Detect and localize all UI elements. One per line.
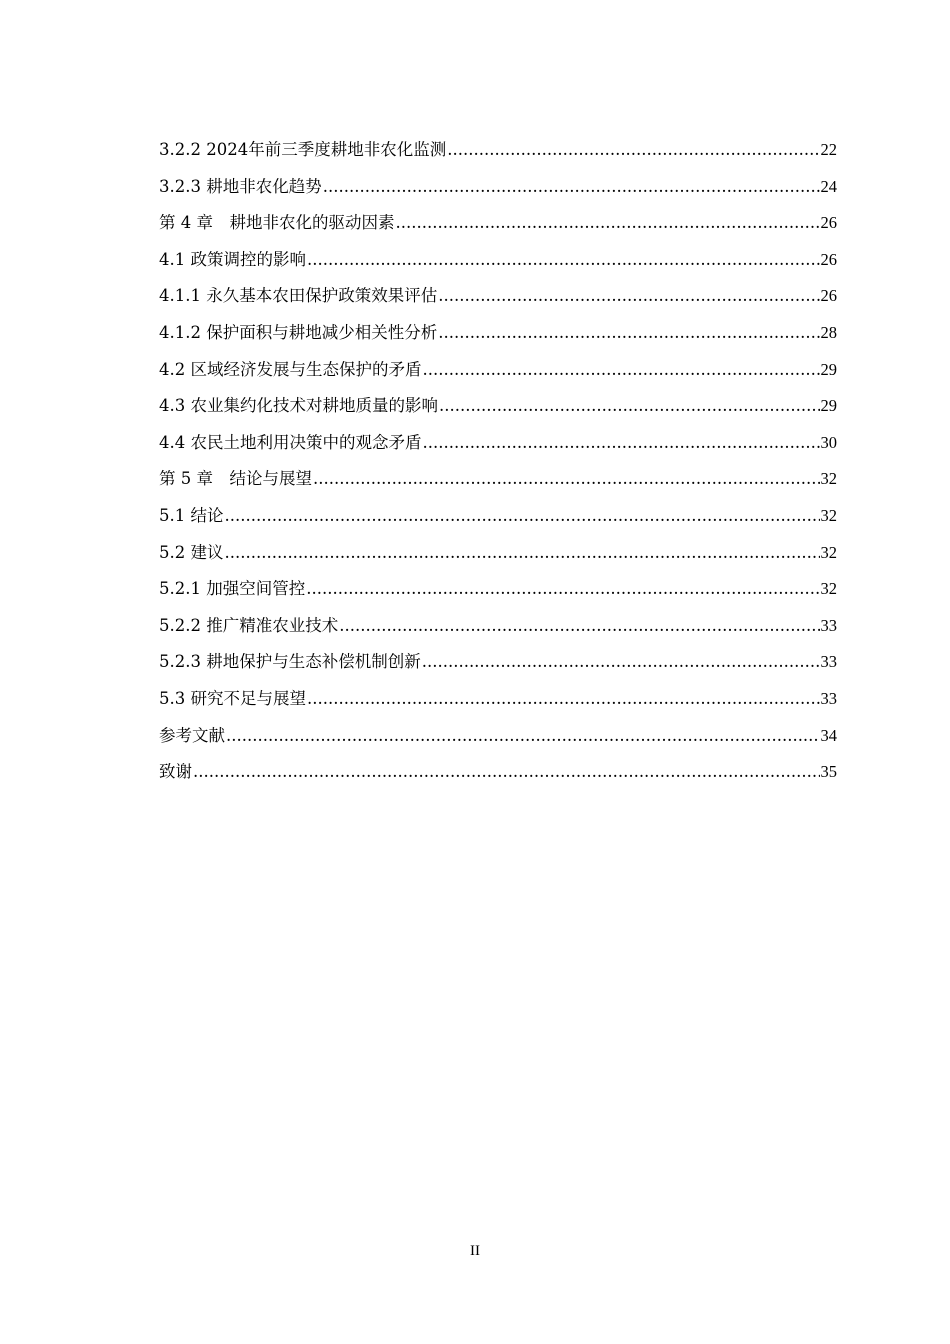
toc-entry-page: 29: [820, 359, 837, 379]
toc-leader: [396, 209, 820, 237]
toc-entry-page: 26: [820, 249, 837, 269]
toc-entry-page: 28: [820, 322, 837, 342]
toc-leader: [193, 758, 820, 786]
toc-entry[interactable]: [159, 465, 837, 502]
toc-entry-title: 3.2.3 耕地非农化趋势: [159, 176, 322, 196]
toc-entry[interactable]: [159, 246, 837, 283]
toc-leader: [307, 685, 820, 713]
table-of-contents: [159, 136, 837, 795]
toc-entry[interactable]: [159, 502, 837, 539]
toc-entry-title: 5.3 研究不足与展望: [159, 688, 306, 708]
toc-entry-page: 22: [820, 140, 837, 159]
toc-entry-title: 5.1 结论: [159, 505, 224, 525]
toc-entry[interactable]: [159, 319, 837, 356]
toc-leader: [226, 722, 820, 750]
toc-leader: [313, 465, 820, 493]
toc-leader: [438, 282, 819, 310]
toc-entry-title: 4.1 政策调控的影响: [159, 249, 306, 269]
toc-entry[interactable]: [159, 209, 837, 246]
toc-entry-page: 32: [820, 579, 837, 599]
toc-leader: [423, 429, 820, 457]
page-number: II: [470, 1243, 480, 1259]
toc-entry-page: 33: [820, 615, 837, 635]
toc-leader: [439, 392, 820, 420]
toc-leader: [225, 502, 820, 530]
toc-entry-title: 4.1.1 永久基本农田保护政策效果评估: [159, 286, 438, 306]
toc-entry[interactable]: [159, 539, 837, 576]
toc-entry-title: 5.2.2 推广精准农业技术: [159, 615, 339, 635]
toc-entry[interactable]: [159, 392, 837, 429]
toc-entry-title: 4.4 农民土地利用决策中的观念矛盾: [159, 432, 422, 452]
toc-entry-page: 24: [820, 176, 837, 196]
toc-entry[interactable]: [159, 758, 837, 795]
toc-entry-title: 4.1.2 保护面积与耕地减少相关性分析: [159, 322, 438, 342]
toc-entry-page: 35: [820, 762, 837, 782]
toc-entry-page: 32: [820, 542, 837, 562]
toc-entry[interactable]: [159, 136, 837, 173]
toc-entry-title: 5.2.3 耕地保护与生态补偿机制创新: [159, 652, 421, 672]
toc-entry[interactable]: [159, 685, 837, 722]
toc-leader: [323, 173, 820, 201]
toc-entry-title: 4.3 农业集约化技术对耕地质量的影响: [159, 396, 438, 416]
toc-entry-page: 26: [820, 286, 837, 306]
toc-entry-title: 第 4 章 耕地非农化的驱动因素: [159, 213, 395, 233]
toc-entry[interactable]: [159, 429, 837, 466]
toc-entry[interactable]: [159, 648, 837, 685]
toc-entry-page: 29: [820, 396, 837, 416]
toc-entry-page: 32: [820, 469, 837, 489]
toc-leader: [225, 539, 820, 567]
toc-entry-title: 参考文献: [159, 725, 225, 745]
toc-entry-title: 5.2 建议: [159, 542, 224, 562]
toc-entry[interactable]: [159, 356, 837, 393]
toc-entry-title: 4.2 区域经济发展与生态保护的矛盾: [159, 359, 422, 379]
toc-entry[interactable]: [159, 575, 837, 612]
toc-entry-title: 3.2.2 2024年前三季度耕地非农化监测: [159, 140, 447, 159]
toc-entry[interactable]: [159, 612, 837, 649]
toc-entry-page: 33: [820, 688, 837, 708]
toc-entry[interactable]: [159, 722, 837, 759]
toc-entry[interactable]: [159, 173, 837, 210]
toc-entry-title: 致谢: [159, 762, 192, 782]
toc-leader: [423, 356, 820, 384]
toc-leader: [438, 319, 819, 347]
toc-leader: [447, 136, 819, 164]
toc-entry-page: 30: [820, 432, 837, 452]
toc-entry-page: 33: [820, 652, 837, 672]
toc-entry-page: 26: [820, 213, 837, 233]
toc-entry-page: 34: [820, 725, 837, 745]
toc-entry-title: 第 5 章 结论与展望: [159, 469, 312, 489]
toc-entry-page: 32: [820, 505, 837, 525]
toc-entry[interactable]: [159, 282, 837, 319]
toc-leader: [422, 648, 820, 676]
toc-leader: [339, 612, 819, 640]
toc-leader: [307, 246, 820, 274]
toc-entry-title: 5.2.1 加强空间管控: [159, 579, 306, 599]
toc-leader: [306, 575, 819, 603]
